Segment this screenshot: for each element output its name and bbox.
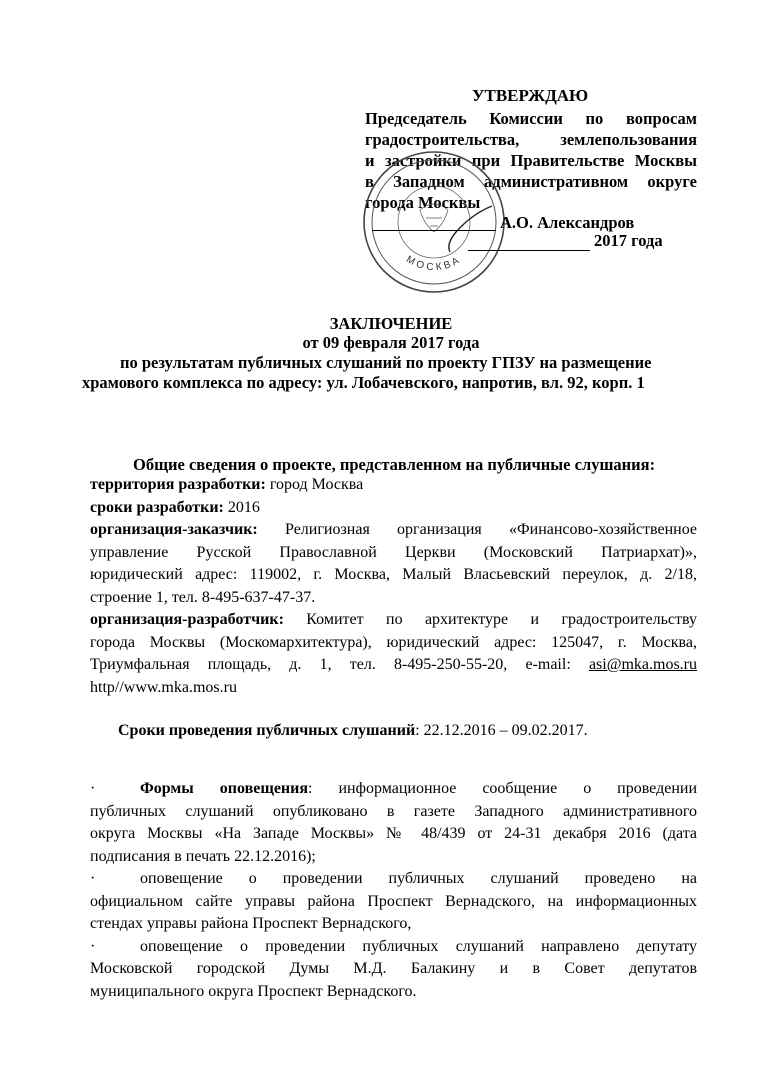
developer-site-line: http//www.mka.mos.ru [90, 678, 237, 696]
notification-item-2-line-2: официальном сайте управы района Проспект Вернадского, на информационных [90, 892, 697, 910]
notification-item-2-line-1 [90, 868, 697, 891]
forms-label: Формы оповещения [140, 780, 309, 797]
project-section-title: Общие сведения о проекте, представленном на публичные слушания: [133, 455, 656, 474]
developer-line-3 [90, 654, 697, 677]
notification-item-1-line-3: округа Москвы «На Западе Москвы» № 48/439 от 24-31 декабря 2016 (дата [90, 825, 697, 842]
notification-item-1-line-1 [90, 778, 697, 801]
signature-line [372, 230, 496, 231]
customer-label: организация-заказчик: [90, 521, 258, 538]
notification-item-2-line-3: стендах управы района Проспект Вернадского, [90, 915, 412, 932]
period-value: 2016 [227, 498, 260, 516]
project-info [90, 474, 697, 699]
date-line [468, 250, 590, 251]
approval-position-line-1: Председатель Комиссии по вопросам [365, 109, 697, 128]
customer-line-2: управление Русской Православной Церкви (Московский Патриархат)», [90, 543, 697, 561]
notification-item-1-line-2: публичных слушаний опубликовано в газете Западного административного [90, 802, 697, 820]
document-subject-line-1: по результатам публичных слушаний по проекту ГПЗУ на размещение [120, 353, 652, 372]
notification-item-3-line-3: муниципального округа Проспект Вернадского. [90, 982, 417, 1000]
signer-name: А.О. Александров [500, 213, 635, 232]
developer-text-1: Комитет по архитектуре и градостроительству [306, 611, 698, 628]
territory-value: город Москва [269, 476, 364, 493]
approval-position-line-2: градостроительства, землепользования [365, 130, 697, 149]
notification-list [90, 778, 697, 1003]
customer-line-1 [90, 519, 697, 542]
developer-line-1 [90, 609, 697, 632]
notification-item-1-line-4: подписания в печать 22.12.2016); [90, 847, 316, 865]
document-subject-line-2: храмового комплекса по адресу: ул. Лобачевского, напротив, вл. 92, корп. 1 [82, 373, 645, 392]
notification-item-3-text-1: оповещение о проведении публичных слушаний направлено депутату [140, 937, 697, 955]
notification-item-2-text-1: оповещение о проведении публичных слушаний проведено на [140, 870, 697, 887]
developer-label: организация-разработчик: [90, 611, 284, 628]
official-seal [360, 148, 508, 296]
period-label: сроки разработки: [90, 498, 224, 516]
customer-line-3: юридический адрес: 119002, г. Москва, Малый Власьевский переулок, д. 2/18, [90, 566, 697, 583]
hearings-period-label: Сроки проведения публичных слушаний [118, 722, 416, 739]
notification-item-1-text-1: : информационное сообщение о проведении [308, 780, 697, 797]
approval-position-line-5: города Москвы [365, 193, 481, 212]
signature-stroke [449, 206, 492, 252]
document-title: ЗАКЛЮЧЕНИЕ [329, 314, 453, 333]
hearings-period-value: : 22.12.2016 – 09.02.2017. [415, 722, 588, 739]
seal-text: МОСКВА [404, 254, 464, 274]
customer-text-1: Религиозная организация «Финансово-хозяйственное [285, 521, 698, 538]
approval-position-line-3: и застройки при Правительстве Москвы [365, 151, 697, 170]
notification-item-3-line-2: Московской городской Думы М.Д. Балакину и в Совет депутатов [90, 960, 697, 977]
approval-year: 2017 года [594, 231, 663, 250]
bullet-1: · [90, 780, 96, 797]
developer-text-3: Триумфальная площадь, д. 1, тел. 8-495-250-55-20, e-mail: [90, 656, 571, 673]
territory-label: территория разработки: [90, 476, 266, 493]
bullet-2: · [90, 870, 96, 887]
developer-email-link[interactable]: asi@mka.mos.ru [588, 656, 698, 673]
customer-line-4: строение 1, тел. 8-495-637-47-37. [90, 588, 316, 606]
document-date: от 09 февраля 2017 года [302, 333, 480, 352]
notification-item-3-line-1 [90, 936, 697, 959]
territory-row [90, 474, 697, 497]
approval-position-line-4: в Западном административном округе [365, 172, 697, 191]
bullet-3: · [90, 937, 96, 955]
approval-title: УТВЕРЖДАЮ [472, 86, 589, 105]
developer-line-2: города Москвы (Москомархитектура), юридический адрес: 125047, г. Москва, [90, 633, 697, 651]
period-row [90, 497, 697, 520]
hearings-period [118, 722, 588, 740]
